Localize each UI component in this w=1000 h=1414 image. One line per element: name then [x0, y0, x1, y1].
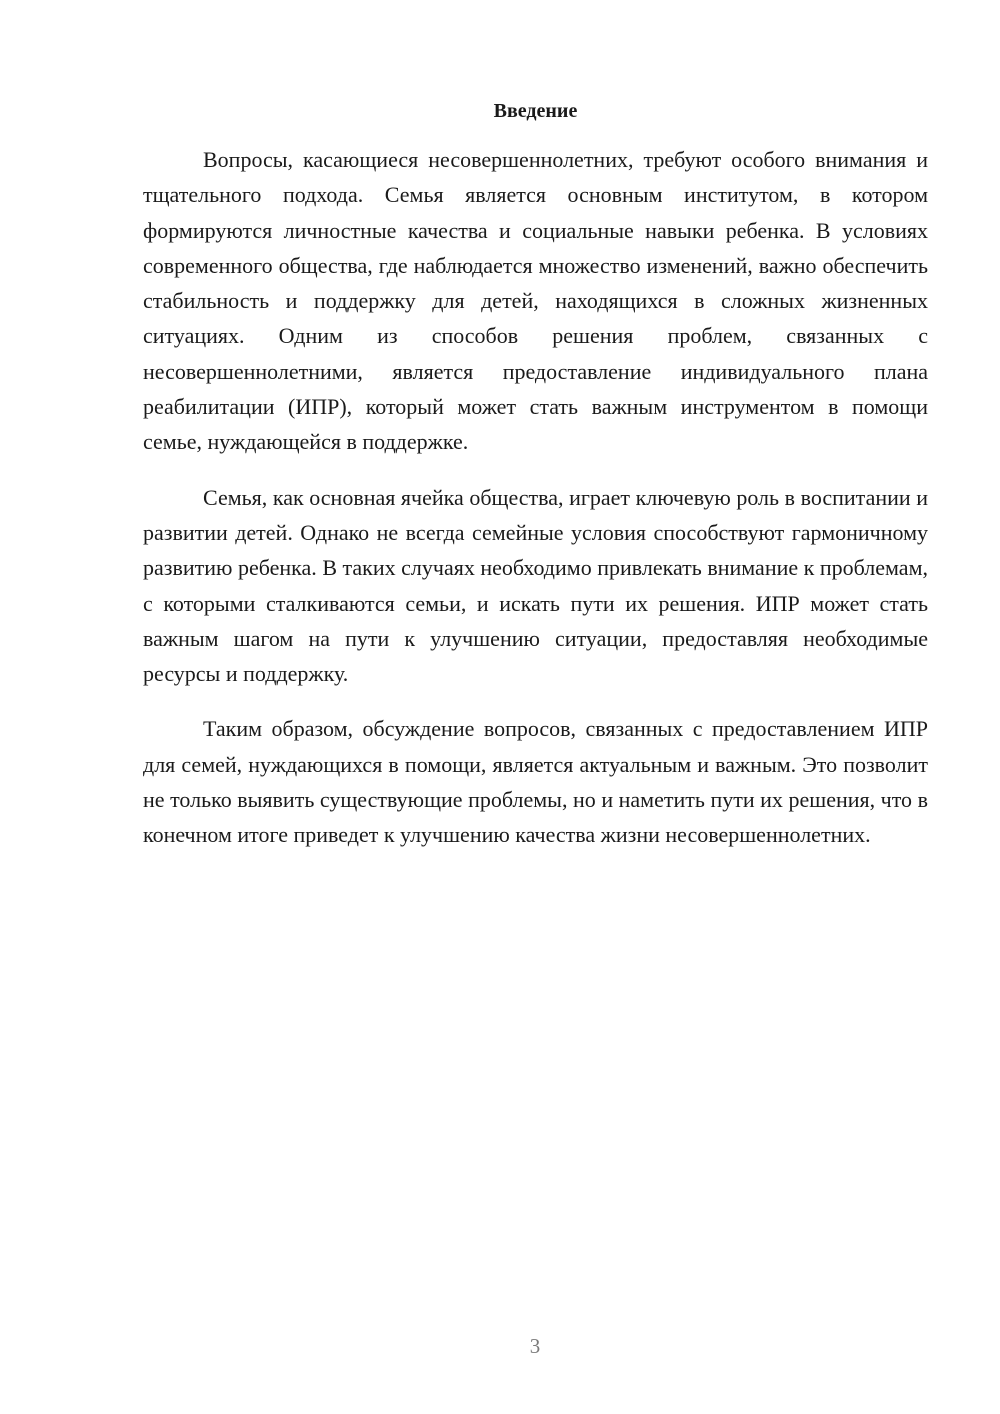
page-number: 3 — [529, 1334, 541, 1358]
section-heading: Введение — [493, 100, 578, 122]
paragraph-2: Семья, как основная ячейка общества, играет ключевую роль в воспитании и развитии детей. Однако не всегда семейные условия способствуют гармоничному развитию ребенка. В таких случаях необходимо привлекать внимание к проблемам, с которыми сталкиваются семьи, и искать пути их решения. ИПР может стать важным шагом на пути к улучшению ситуации, предоставляя необходимые ресурсы и поддержку. — [143, 484, 928, 687]
body-text — [143, 142, 928, 853]
paragraph-3: Таким образом, обсуждение вопросов, связанных с предоставлением ИПР для семей, нуждающихся в помощи, является актуальным и важным. Это позволит не только выявить существующие проблемы, но и наметить пути их решения, что в конечном итоге приведет к улучшению качества жизни несовершеннолетних. — [143, 716, 928, 848]
paragraph-1: Вопросы, касающиеся несовершеннолетних, требуют особого внимания и тщательного подхода. Семья является основным институтом, в котором формируются личностные качества и социальные навыки ребенка. В условиях современного общества, где наблюдается множество изменений, важно обеспечить стабильность и поддержку для детей, находящихся в сложных жизненных ситуациях. Одним из способов решения проблем, связанных с несовершеннолетними, является предоставление индивидуального плана реабилитации (ИПР), который может стать важным инструментом в помощи семье, нуждающейся в поддержке. — [143, 147, 928, 455]
